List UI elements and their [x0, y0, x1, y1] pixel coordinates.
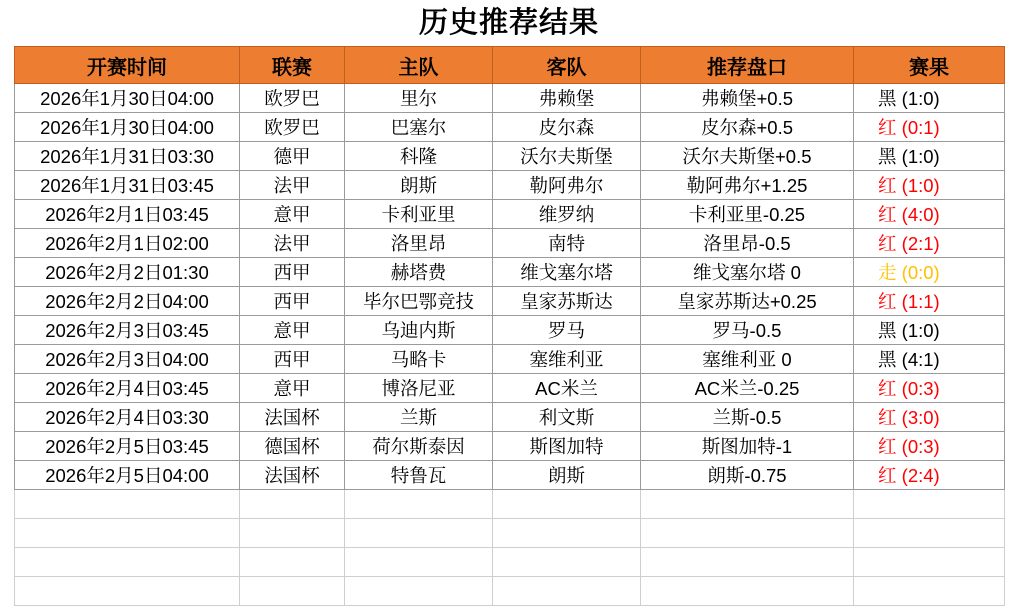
empty-cell[interactable]: [854, 548, 1005, 577]
result-tag: 红: [878, 291, 897, 312]
cell-league[interactable]: 法国杯: [240, 461, 345, 490]
cell-time[interactable]: 2026年2月3日04:00: [15, 345, 240, 374]
status-badge: [870, 85, 988, 111]
cell-league[interactable]: 法甲: [240, 229, 345, 258]
status-badge: [870, 259, 988, 285]
result-score: (0:3): [901, 436, 940, 457]
table-row[interactable]: [15, 171, 1005, 200]
cell-result[interactable]: [854, 432, 1005, 461]
status-badge: [870, 114, 988, 140]
column-header-league[interactable]: 联赛: [240, 47, 345, 84]
cell-result[interactable]: [854, 258, 1005, 287]
cell-league[interactable]: 意甲: [240, 200, 345, 229]
cell-line[interactable]: 皮尔森+0.5: [641, 113, 854, 142]
empty-cell[interactable]: [345, 519, 493, 548]
empty-cell[interactable]: [15, 519, 240, 548]
column-header-result[interactable]: 赛果: [854, 47, 1005, 84]
table-header-row: [15, 47, 1005, 84]
table-row[interactable]: [15, 461, 1005, 490]
status-badge: [870, 201, 988, 227]
empty-rows-area: [14, 490, 1005, 606]
cell-time[interactable]: 2026年2月4日03:45: [15, 374, 240, 403]
cell-away[interactable]: 南特: [493, 229, 641, 258]
cell-result[interactable]: [854, 345, 1005, 374]
cell-home[interactable]: 巴塞尔: [345, 113, 493, 142]
cell-time[interactable]: 2026年2月5日03:45: [15, 432, 240, 461]
cell-home[interactable]: 博洛尼亚: [345, 374, 493, 403]
empty-cell[interactable]: [345, 577, 493, 606]
empty-cell[interactable]: [15, 577, 240, 606]
cell-line[interactable]: 罗马-0.5: [641, 316, 854, 345]
cell-line[interactable]: 弗赖堡+0.5: [641, 84, 854, 113]
status-badge: [870, 346, 988, 372]
result-score: (0:1): [901, 117, 940, 138]
result-tag: 黑: [878, 88, 897, 109]
empty-cell[interactable]: [240, 548, 345, 577]
empty-row[interactable]: [15, 490, 1005, 519]
cell-away[interactable]: 维戈塞尔塔: [493, 258, 641, 287]
column-header-away[interactable]: 客队: [493, 47, 641, 84]
result-score: (4:0): [901, 204, 940, 225]
empty-cell[interactable]: [240, 490, 345, 519]
cell-time[interactable]: 2026年1月31日03:45: [15, 171, 240, 200]
cell-time[interactable]: 2026年1月30日04:00: [15, 84, 240, 113]
cell-time[interactable]: 2026年2月4日03:30: [15, 403, 240, 432]
cell-home[interactable]: 卡利亚里: [345, 200, 493, 229]
empty-cell[interactable]: [493, 519, 641, 548]
results-table-wrapper: [14, 46, 1004, 490]
result-score: (1:0): [901, 146, 940, 167]
empty-cell[interactable]: [493, 548, 641, 577]
cell-home[interactable]: 朗斯: [345, 171, 493, 200]
status-badge: [870, 433, 988, 459]
cell-home[interactable]: 里尔: [345, 84, 493, 113]
result-score: (3:0): [901, 407, 940, 428]
status-badge: [870, 404, 988, 430]
status-badge: [870, 317, 988, 343]
cell-league[interactable]: 西甲: [240, 258, 345, 287]
column-header-time[interactable]: 开赛时间: [15, 47, 240, 84]
result-tag: 红: [878, 175, 897, 196]
cell-away[interactable]: 利文斯: [493, 403, 641, 432]
table-row[interactable]: [15, 258, 1005, 287]
empty-cell[interactable]: [641, 519, 854, 548]
table-row[interactable]: [15, 113, 1005, 142]
result-tag: 黑: [878, 349, 897, 370]
empty-row[interactable]: [15, 577, 1005, 606]
status-badge: [870, 462, 988, 488]
cell-result[interactable]: [854, 374, 1005, 403]
empty-row[interactable]: [15, 519, 1005, 548]
cell-away[interactable]: 皮尔森: [493, 113, 641, 142]
result-tag: 红: [878, 378, 897, 399]
empty-cell[interactable]: [493, 490, 641, 519]
cell-line[interactable]: AC米兰-0.25: [641, 374, 854, 403]
cell-away[interactable]: 勒阿弗尔: [493, 171, 641, 200]
result-tag: 走: [878, 262, 897, 283]
cell-league[interactable]: 西甲: [240, 287, 345, 316]
cell-line[interactable]: 塞维利亚 0: [641, 345, 854, 374]
cell-result[interactable]: [854, 403, 1005, 432]
cell-result[interactable]: [854, 287, 1005, 316]
table-row[interactable]: [15, 403, 1005, 432]
empty-cell[interactable]: [15, 490, 240, 519]
empty-cell[interactable]: [854, 519, 1005, 548]
column-header-line[interactable]: 推荐盘口: [641, 47, 854, 84]
history-results-table: [14, 46, 1005, 490]
cell-away[interactable]: 朗斯: [493, 461, 641, 490]
empty-cell[interactable]: [345, 548, 493, 577]
empty-cell[interactable]: [641, 577, 854, 606]
result-score: (1:1): [901, 291, 940, 312]
cell-league[interactable]: 西甲: [240, 345, 345, 374]
result-score: (0:3): [901, 378, 940, 399]
status-badge: [870, 288, 988, 314]
cell-line[interactable]: 斯图加特-1: [641, 432, 854, 461]
table-row[interactable]: [15, 316, 1005, 345]
cell-away[interactable]: 斯图加特: [493, 432, 641, 461]
table-row[interactable]: [15, 287, 1005, 316]
result-tag: 红: [878, 436, 897, 457]
empty-cell[interactable]: [641, 490, 854, 519]
result-score: (2:4): [901, 465, 940, 486]
page-title: 历史推荐结果: [418, 7, 599, 39]
cell-league[interactable]: 法甲: [240, 171, 345, 200]
column-header-home[interactable]: 主队: [345, 47, 493, 84]
cell-time[interactable]: 2026年2月1日03:45: [15, 200, 240, 229]
status-badge: [870, 143, 988, 169]
cell-league[interactable]: 欧罗巴: [240, 84, 345, 113]
empty-cell[interactable]: [15, 548, 240, 577]
cell-result[interactable]: [854, 461, 1005, 490]
cell-time[interactable]: 2026年1月30日04:00: [15, 113, 240, 142]
cell-time[interactable]: 2026年2月3日03:45: [15, 316, 240, 345]
table-row[interactable]: [15, 432, 1005, 461]
cell-line[interactable]: 勒阿弗尔+1.25: [641, 171, 854, 200]
cell-league[interactable]: 德国杯: [240, 432, 345, 461]
cell-league[interactable]: 意甲: [240, 374, 345, 403]
result-tag: 红: [878, 465, 897, 486]
cell-away[interactable]: 沃尔夫斯堡: [493, 142, 641, 171]
table-row[interactable]: [15, 84, 1005, 113]
cell-line[interactable]: 维戈塞尔塔 0: [641, 258, 854, 287]
result-score: (1:0): [901, 88, 940, 109]
cell-time[interactable]: 2026年2月2日04:00: [15, 287, 240, 316]
cell-result[interactable]: [854, 113, 1005, 142]
cell-league[interactable]: 法国杯: [240, 403, 345, 432]
empty-cell[interactable]: [240, 577, 345, 606]
cell-result[interactable]: [854, 229, 1005, 258]
cell-home[interactable]: 科隆: [345, 142, 493, 171]
empty-cell[interactable]: [641, 548, 854, 577]
cell-line[interactable]: 卡利亚里-0.25: [641, 200, 854, 229]
empty-cell[interactable]: [240, 519, 345, 548]
result-tag: 红: [878, 204, 897, 225]
cell-home[interactable]: 毕尔巴鄂竞技: [345, 287, 493, 316]
empty-cell[interactable]: [345, 490, 493, 519]
empty-cell[interactable]: [493, 577, 641, 606]
status-badge: [870, 230, 988, 256]
table-row[interactable]: [15, 142, 1005, 171]
cell-away[interactable]: 维罗纳: [493, 200, 641, 229]
status-badge: [870, 375, 988, 401]
cell-result[interactable]: [854, 84, 1005, 113]
cell-line[interactable]: 皇家苏斯达+0.25: [641, 287, 854, 316]
cell-home[interactable]: 洛里昂: [345, 229, 493, 258]
cell-away[interactable]: 罗马: [493, 316, 641, 345]
result-tag: 黑: [878, 320, 897, 341]
result-tag: 红: [878, 233, 897, 254]
result-tag: 红: [878, 407, 897, 428]
cell-result[interactable]: [854, 171, 1005, 200]
cell-home[interactable]: 兰斯: [345, 403, 493, 432]
cell-league[interactable]: 欧罗巴: [240, 113, 345, 142]
empty-row[interactable]: [15, 548, 1005, 577]
cell-league[interactable]: 意甲: [240, 316, 345, 345]
cell-home[interactable]: 特鲁瓦: [345, 461, 493, 490]
cell-time[interactable]: 2026年2月2日01:30: [15, 258, 240, 287]
cell-line[interactable]: 洛里昂-0.5: [641, 229, 854, 258]
result-score: (1:0): [901, 175, 940, 196]
cell-result[interactable]: [854, 316, 1005, 345]
result-tag: 黑: [878, 146, 897, 167]
cell-away[interactable]: 塞维利亚: [493, 345, 641, 374]
cell-home[interactable]: 马略卡: [345, 345, 493, 374]
table-row[interactable]: [15, 229, 1005, 258]
cell-result[interactable]: [854, 200, 1005, 229]
cell-away[interactable]: 皇家苏斯达: [493, 287, 641, 316]
empty-cell[interactable]: [854, 577, 1005, 606]
result-tag: 红: [878, 117, 897, 138]
cell-home[interactable]: 荷尔斯泰因: [345, 432, 493, 461]
status-badge: [870, 172, 988, 198]
table-row[interactable]: [15, 374, 1005, 403]
cell-line[interactable]: 兰斯-0.5: [641, 403, 854, 432]
cell-result[interactable]: [854, 142, 1005, 171]
cell-line[interactable]: 朗斯-0.75: [641, 461, 854, 490]
table-row[interactable]: [15, 345, 1005, 374]
cell-home[interactable]: 乌迪内斯: [345, 316, 493, 345]
cell-time[interactable]: 2026年2月5日04:00: [15, 461, 240, 490]
cell-line[interactable]: 沃尔夫斯堡+0.5: [641, 142, 854, 171]
result-score: (4:1): [901, 349, 940, 370]
cell-home[interactable]: 赫塔费: [345, 258, 493, 287]
result-score: (2:1): [901, 233, 940, 254]
table-body: [15, 84, 1005, 490]
cell-league[interactable]: 德甲: [240, 142, 345, 171]
cell-time[interactable]: 2026年1月31日03:30: [15, 142, 240, 171]
table-row[interactable]: [15, 200, 1005, 229]
result-score: (1:0): [901, 320, 940, 341]
result-score: (0:0): [901, 262, 940, 283]
cell-away[interactable]: AC米兰: [493, 374, 641, 403]
cell-time[interactable]: 2026年2月1日02:00: [15, 229, 240, 258]
empty-cell[interactable]: [854, 490, 1005, 519]
cell-away[interactable]: 弗赖堡: [493, 84, 641, 113]
